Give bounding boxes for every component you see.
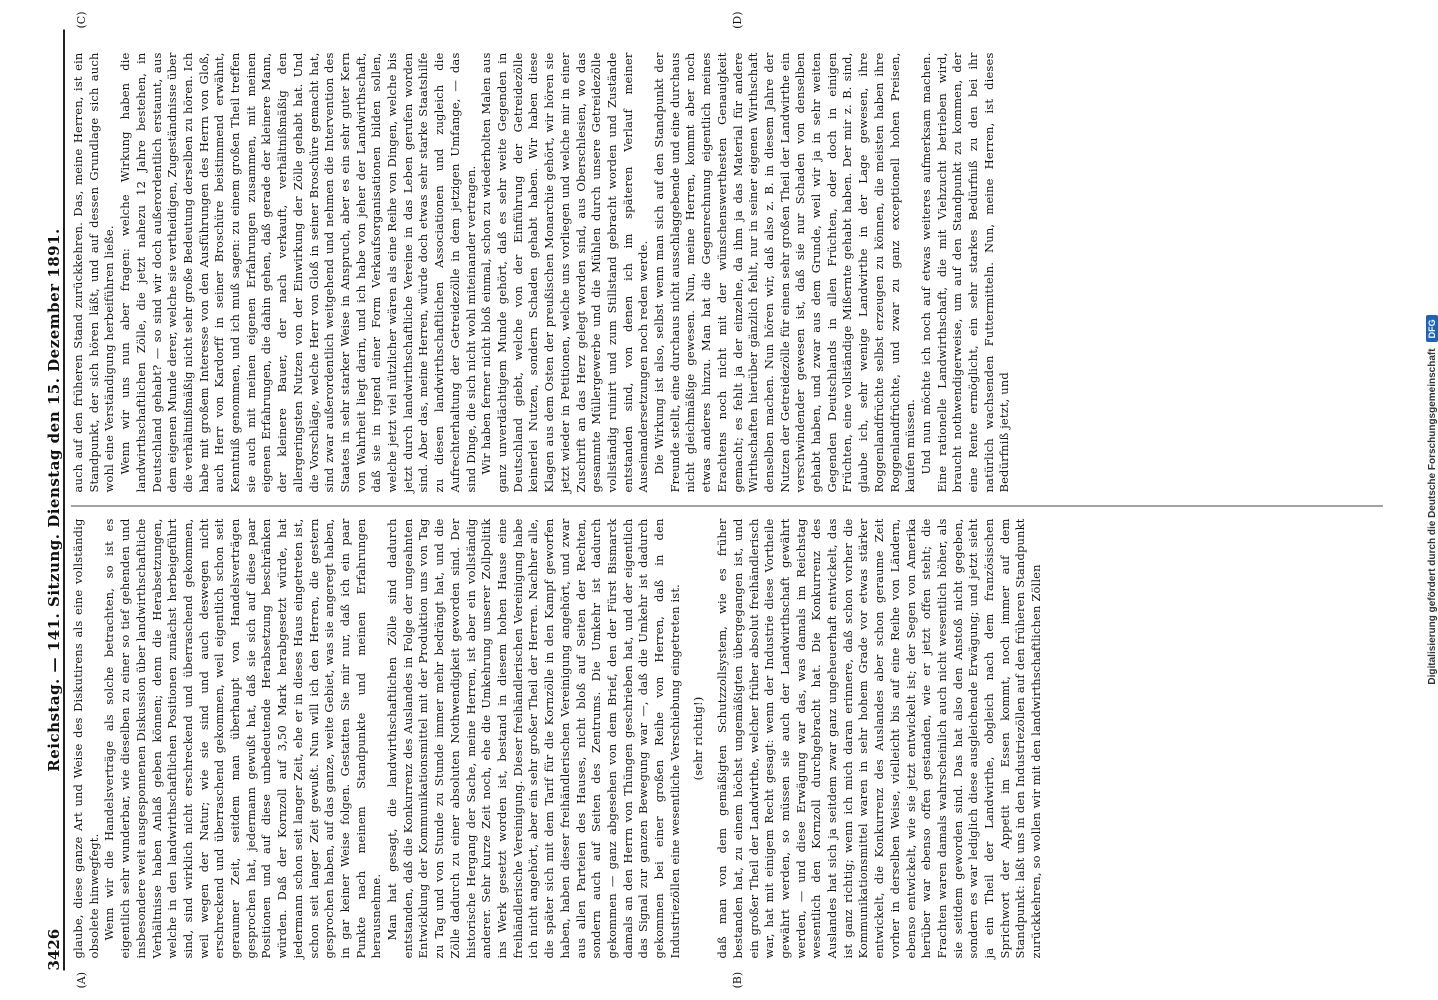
left-column [71,519,1383,959]
margin-marker-c: (C) [75,11,88,29]
paragraph: Und nun möchte ich noch auf etwas weiteres aufmerksam machen. Eine rationelle Landwirthschaft, die mit Viehzucht betrieben wird, braucht nothwendigerweise, um auf den Standpunkt zu kommen, der eine Rente ermöglicht, ein sehr starkes Bedürfniß zu den bei ihr natürlich wachsenden Futtermitteln. Nun, meine Herren, ist dieses Bedürfniß jetzt, und [918,52,1012,493]
page-header [37,30,65,971]
paragraph: glaube, diese ganze Art und Weise des Diskutirens als eine vollständig obsolete hinwegfegt. [71,518,101,959]
paragraph: Man hat gesagt, die landwirthschaftlichen Zölle sind dadurch entstanden, daß die Konkurrenz des Auslandes in Folge der ungeahnten Entwicklung der Kommunikationsmittel mit der Produktion uns von Tag zu Tag und von Stunde zu Stunde immer mehr bedrängt hat, und die Zölle dadurch zu einer absoluten Nothwendigkeit geworden sind. Der historische Hergang der Sache, meine Herren, ist aber ein vollständig anderer. Sehr kurze Zeit noch, ehe die Umkehrung unserer Zollpolitik ins Werk gesetzt worden ist, bestand in diesem hohen Hause eine freihändlerische Vereinigung. Dieser freihändlerischen Vereinigung habe ich nicht angehört, aber ein sehr großer Theil der Herren. Nachher alle, die später sich mit dem Tarif für die Kornzölle in den Kampf geworfen haben, haben dieser freihändlerischen Vereinigung angehört, und zwar aus allen Parteien des Hauses, nicht bloß auf Seiten der Rechten, sondern auch auf Seiten des Zentrums. Die Umkehr ist dadurch gekommen — ganz abgesehen von dem Brief, den der Fürst Bismarck damals an den Herrn von Thüngen geschrieben hat, und der eigentlich das Signal zur ganzen Bewegung war —, daß die Umkehr ist dadurch gekommen bei einer großen Reihe von Herren, daß in den Industriezöllen eine wesentliche Verschiebung eingetreten ist. [385,518,682,959]
margin-marker-d: (D) [731,11,744,29]
column-divider [71,506,1383,507]
credit-text: Digitalisierung gefördert durch die Deutsche Forschungsgemeinschaft [1426,348,1438,685]
paragraph: Wir haben ferner nicht bloß einmal, schon zu wiederholten Malen aus ganz unverdächtigem Munde gehört, daß es sehr weite Gegenden in Deutschland giebt, welche von der Einführung der Getreidezölle keinerlei Nutzen, sondern Schaden gehabt haben. Wir haben diese Klagen aus dem Osten der preußischen Monarchie gehört, wir hören sie jetzt wieder in Petitionen, welche uns vorliegen und welche mir in einer Zuschrift an das Herz gelegt worden sind, aus Oberschlesien, wo das gesammte Müllergewerbe und die Mühlen durch unsere Getreidezölle vollständig ruinirt und zum Stillstand gebracht worden und Zustände entstanden sind, von denen ich im späteren Verlauf meiner Auseinandersetzungen noch reden werde. [479,52,651,493]
paragraph: Wenn wir die Handelsverträge als solche betrachten, so ist es eigentlich sehr wunderbar, wie dieselben zu einer so tief gehenden und insbesondere weit ausgesponnenen Diskussion über landwirthschaftliche Verhältnisse haben Anlaß geben können; denn die Herabsetzungen, welche in den landwirthschaftlichen Positionen zunächst herbeigeführt sind, sind wirklich nicht erschreckend und überraschend gekommen, weil wegen der Natur; wie sie sind und auch deswegen nicht erschreckend und überraschend gekommen, weil eigentlich schon seit geraumer Zeit, seitdem man überhaupt von Handelsverträgen gesprochen hat, jedermann gewußt hat, daß sie sich auf diese paar Positionen und auf diese unbedeutende Herabsetzung beschränken würden. Daß der Kornzoll auf 3,50 Mark herabgesetzt würde, hat jedermann schon seit langer Zeit, ehe er in dieses Haus eingetreten ist, schon seit langer Zeit gewußt. Nun will ich den Herren, die gestern gesprochen haben, auf das ganze, weite Gebiet, was sie angeregt haben, in gar keiner Weise folgen. Gestatten Sie mir nur, daß ich ein paar Punkte nach meinem Standpunkte und meinen Erfahrungen herausnehme. [102,518,384,959]
dfg-logo: DFG [1426,315,1438,342]
paragraph: Wenn wir uns nun aber fragen: welche Wirkung haben die landwirthschaftlichen Zölle, die jetzt nahezu 12 Jahre bestehen, in Deutschland gehabt? — so sind wir doch außerordentlich erstaunt, aus dem eigenen Munde derer, welche sie vertheidigen, Zugeständnisse über die verhältnißmäßig nicht sehr große Bedeutung derselben zu hören. Ich habe mit großem Interesse von den Ausführungen des Herrn von Gloß, auch Herr von Kardorff in seiner Broschüre beistimmend erwähnt, Kenntniß genommen, und ich muß sagen: zu einem großen Theil treffen sie auch mit meinen eigenen Erfahrungen zusammen, mit meinen eigenen Erfahrungen, die dahin gehen, daß gerade der kleinere Mann, der kleinere Bauer, der nach verkauft, verhältnißmäßig den allergeringsten Nutzen von der Einwirkung der Zölle gehabt hat. Und die Vorschläge, welche Herr von Gloß in seiner Broschüre gemacht hat, sind zwar außerordentlich weitgehend und nehmen die Intervention des Staates in sehr starker Weise in Anspruch, aber es ein sehr guter Kern von Wahrheit liegt darin, und ich habe von jeher der Landwirthschaft, daß sie in irgend einer Form Verkaufsorganisationen bilden sollen, welche jetzt viel nützlicher wären als eine Reihe von Dingen, welche bis jetzt durch landwirthschaftliche Vereine in das Leben gerufen worden sind. Aber das, meine Herren, würde doch etwas sehr starke Staatshilfe zu diesen landwirthschaftlichen Associationen und zugleich die Aufrechterhaltung der Getreidezölle in dem jetzigen Umfange, — das sind Dinge, die sich nicht wohl miteinander vertragen. [118,52,478,493]
paragraph: daß man von dem gemäßigten Schutzzollsystem, wie es früher bestanden hat, zu einem höchst ungemäßigten übergegangen ist, und ein großer Theil der Landwirthe, welcher früher absolut freihändlerisch war, hat mit einigem Recht gesagt: wenn der Industrie diese Vortheile gewährt werden, so müssen sie auch der Landwirthschaft gewährt werden, — und diese Erwägung war das, was damals im Reichstag wesentlich den Kornzoll durchgebracht hat. Die Konkurrenz des Auslandes hat sich ja seitdem zwar ganz ungeheuerhaft entwickelt, das ist ganz richtig; wenn ich mich daran erinnere, daß schon vorher die Kommunikationsmittel waren in sehr hohem Grade vor etwas stärker entwickelt, die Konkurrenz des Auslandes aber schon geraume Zeit vorher in derselben Weise, vielleicht bis auf eine Reihe von Ländern, ebenso entwickelt, wie sie jetzt entwickelt ist; der Segen von Amerika herüber war ebenso offen gestanden, wie er jetzt offen steht; die Frachten waren damals wahrscheinlich auch nicht wesentlich höher, als sie seitdem geworden sind. Das hat also den Anstoß nicht gegeben, sondern es war lediglich diese ausgleichende Erwägung; und jetzt sieht ja ein Theil der Landwirthe, obgleich nach dem französischen Sprichwort der Appetit im Essen kommt, noch immer auf dem Standpunkt: laßt uns in den Industriezöllen auf den früheren Standpunkt zurückkehren, so wollen wir mit den landwirthschaftlichen Zöllen [715,518,1044,959]
margin-marker-a: (A) [75,971,88,989]
paragraph: Die Wirkung ist also, selbst wenn man sich auf den Standpunkt der Freunde stellt, eine durchaus nicht ausschlaggebende und eine durchaus nicht gleichmäßige gewesen. Nun, meine Herren, kommt aber noch etwas anderes hinzu. Man hat die Gegenrechnung eigentlich meines Erachtens noch nicht mit der wünschenswerthesten Genauigkeit gemacht; es fehlt ja der einzelne, da ihm ja das Material für andere Wirthschaften hierüber gänzlich fehlt, nur in seiner eigenen Wirthschaft denselben machen. Nun hören wir, daß also z. B. in diesem Jahre der Nutzen der Getreidezölle für einen sehr großen Theil der Landwirthe ein verschwindender gewesen ist, daß sie nur Schaden von denselben gehabt haben, und zwar aus dem Grunde, weil wir ja in sehr weiten Gegenden Deutschlands in allen Früchten, oder doch in einigen Früchten, eine vollständige Mißernte gehabt haben. Der mir z. B. sind, glaube ich, sehr wenige Landwirthe in der Lage gewesen, ihre Roggenlandfrüchte selbst erzeugen zu können, die meisten haben ihre Roggenlandfrüchte, und zwar zu ganz exceptionell hohen Preisen, kaufen müssen. [652,52,918,493]
margin-marker-b: (B) [731,971,744,989]
paragraph: auch auf den früheren Stand zurückkehren. Das, meine Herren, ist ein Standpunkt, der sich hören läßt, und auf dessen Grundlage sich auch wohl eine Verständigung herbeiführen ließe. [71,52,117,493]
newspaper-page [31,8,1401,993]
page-title: Reichstag. — 141. Sitzung. Dienstag den 15. Dezember 1891. [45,228,63,772]
interjection: (sehr richtig!) [691,696,706,781]
right-column [71,53,1383,493]
page-number: 3426 [45,928,63,971]
